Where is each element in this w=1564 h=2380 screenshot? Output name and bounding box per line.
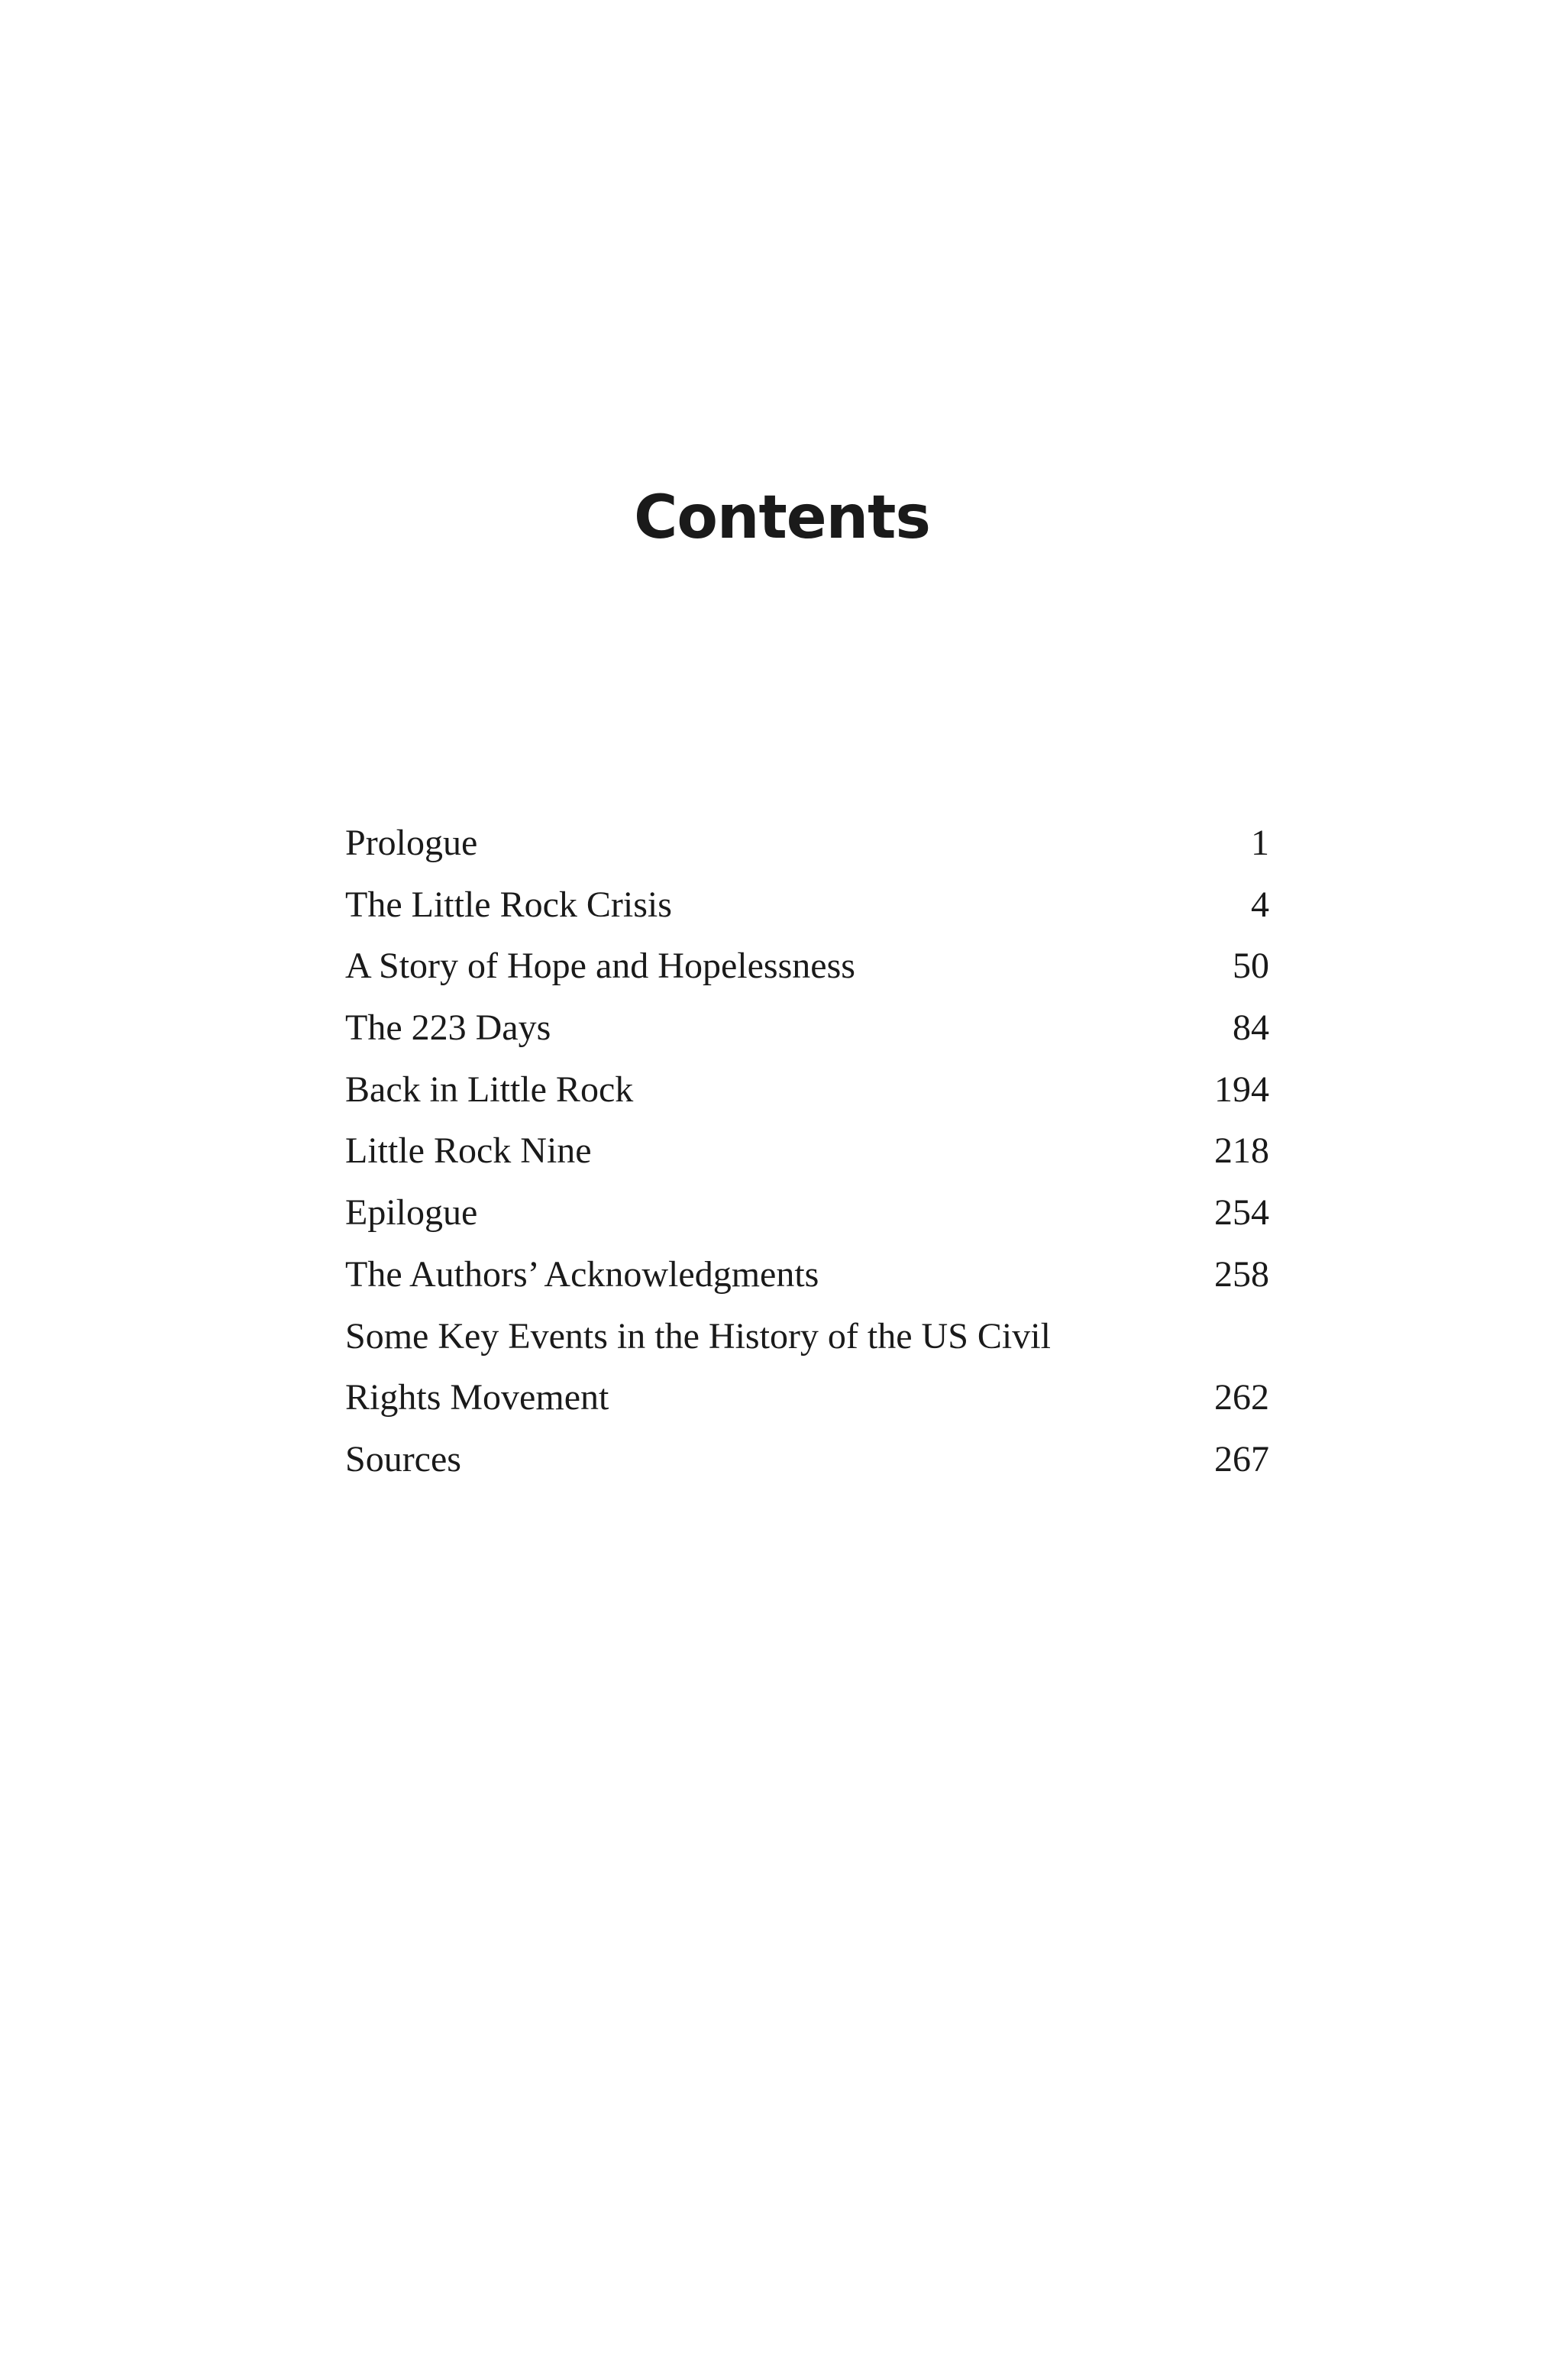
toc-entry-title: The 223 Days <box>345 1007 551 1049</box>
toc-entry-page: 254 <box>1214 1192 1269 1234</box>
toc-entry <box>345 1059 1269 1121</box>
toc-entry <box>345 998 1269 1059</box>
toc-entry <box>345 813 1269 875</box>
toc-entry-title: A Story of Hope and Hopelessness <box>345 946 855 987</box>
toc-entry-title: Prologue <box>345 823 478 863</box>
page-title: Contents <box>634 483 930 552</box>
toc-entry-title: The Little Rock Crisis <box>345 884 672 925</box>
toc-entry <box>345 1244 1269 1306</box>
toc-entry-title: Little Rock Nine <box>345 1130 592 1172</box>
toc-entry <box>345 1367 1269 1429</box>
toc-entry-title: Back in Little Rock <box>345 1069 634 1110</box>
toc-entry-page: 84 <box>1233 1007 1269 1049</box>
toc-entry <box>345 1120 1269 1182</box>
toc-entry-title: Epilogue <box>345 1192 478 1234</box>
toc-entry-page: 258 <box>1214 1253 1269 1295</box>
toc-entry-page: 218 <box>1214 1130 1269 1172</box>
toc-entry-page: 194 <box>1214 1069 1269 1110</box>
toc-entry <box>345 936 1269 998</box>
toc-entry-page: 267 <box>1214 1438 1269 1479</box>
toc-entry <box>345 1429 1269 1491</box>
toc-entry <box>345 1182 1269 1244</box>
toc-entry-title: Rights Movement <box>345 1377 609 1418</box>
toc-entry <box>345 1306 1269 1368</box>
toc-entry-title: Some Key Events in the History of the US Civil <box>345 1315 1051 1357</box>
table-of-contents <box>345 813 1269 1491</box>
toc-entry-page: 50 <box>1233 946 1269 987</box>
toc-entry <box>345 875 1269 936</box>
toc-entry-page: 1 <box>1251 823 1269 863</box>
toc-entry-title: The Authors’ Acknowledgments <box>345 1253 819 1295</box>
toc-entry-page: 4 <box>1251 884 1269 925</box>
toc-entry-page: 262 <box>1214 1377 1269 1418</box>
toc-entry-title: Sources <box>345 1438 461 1479</box>
